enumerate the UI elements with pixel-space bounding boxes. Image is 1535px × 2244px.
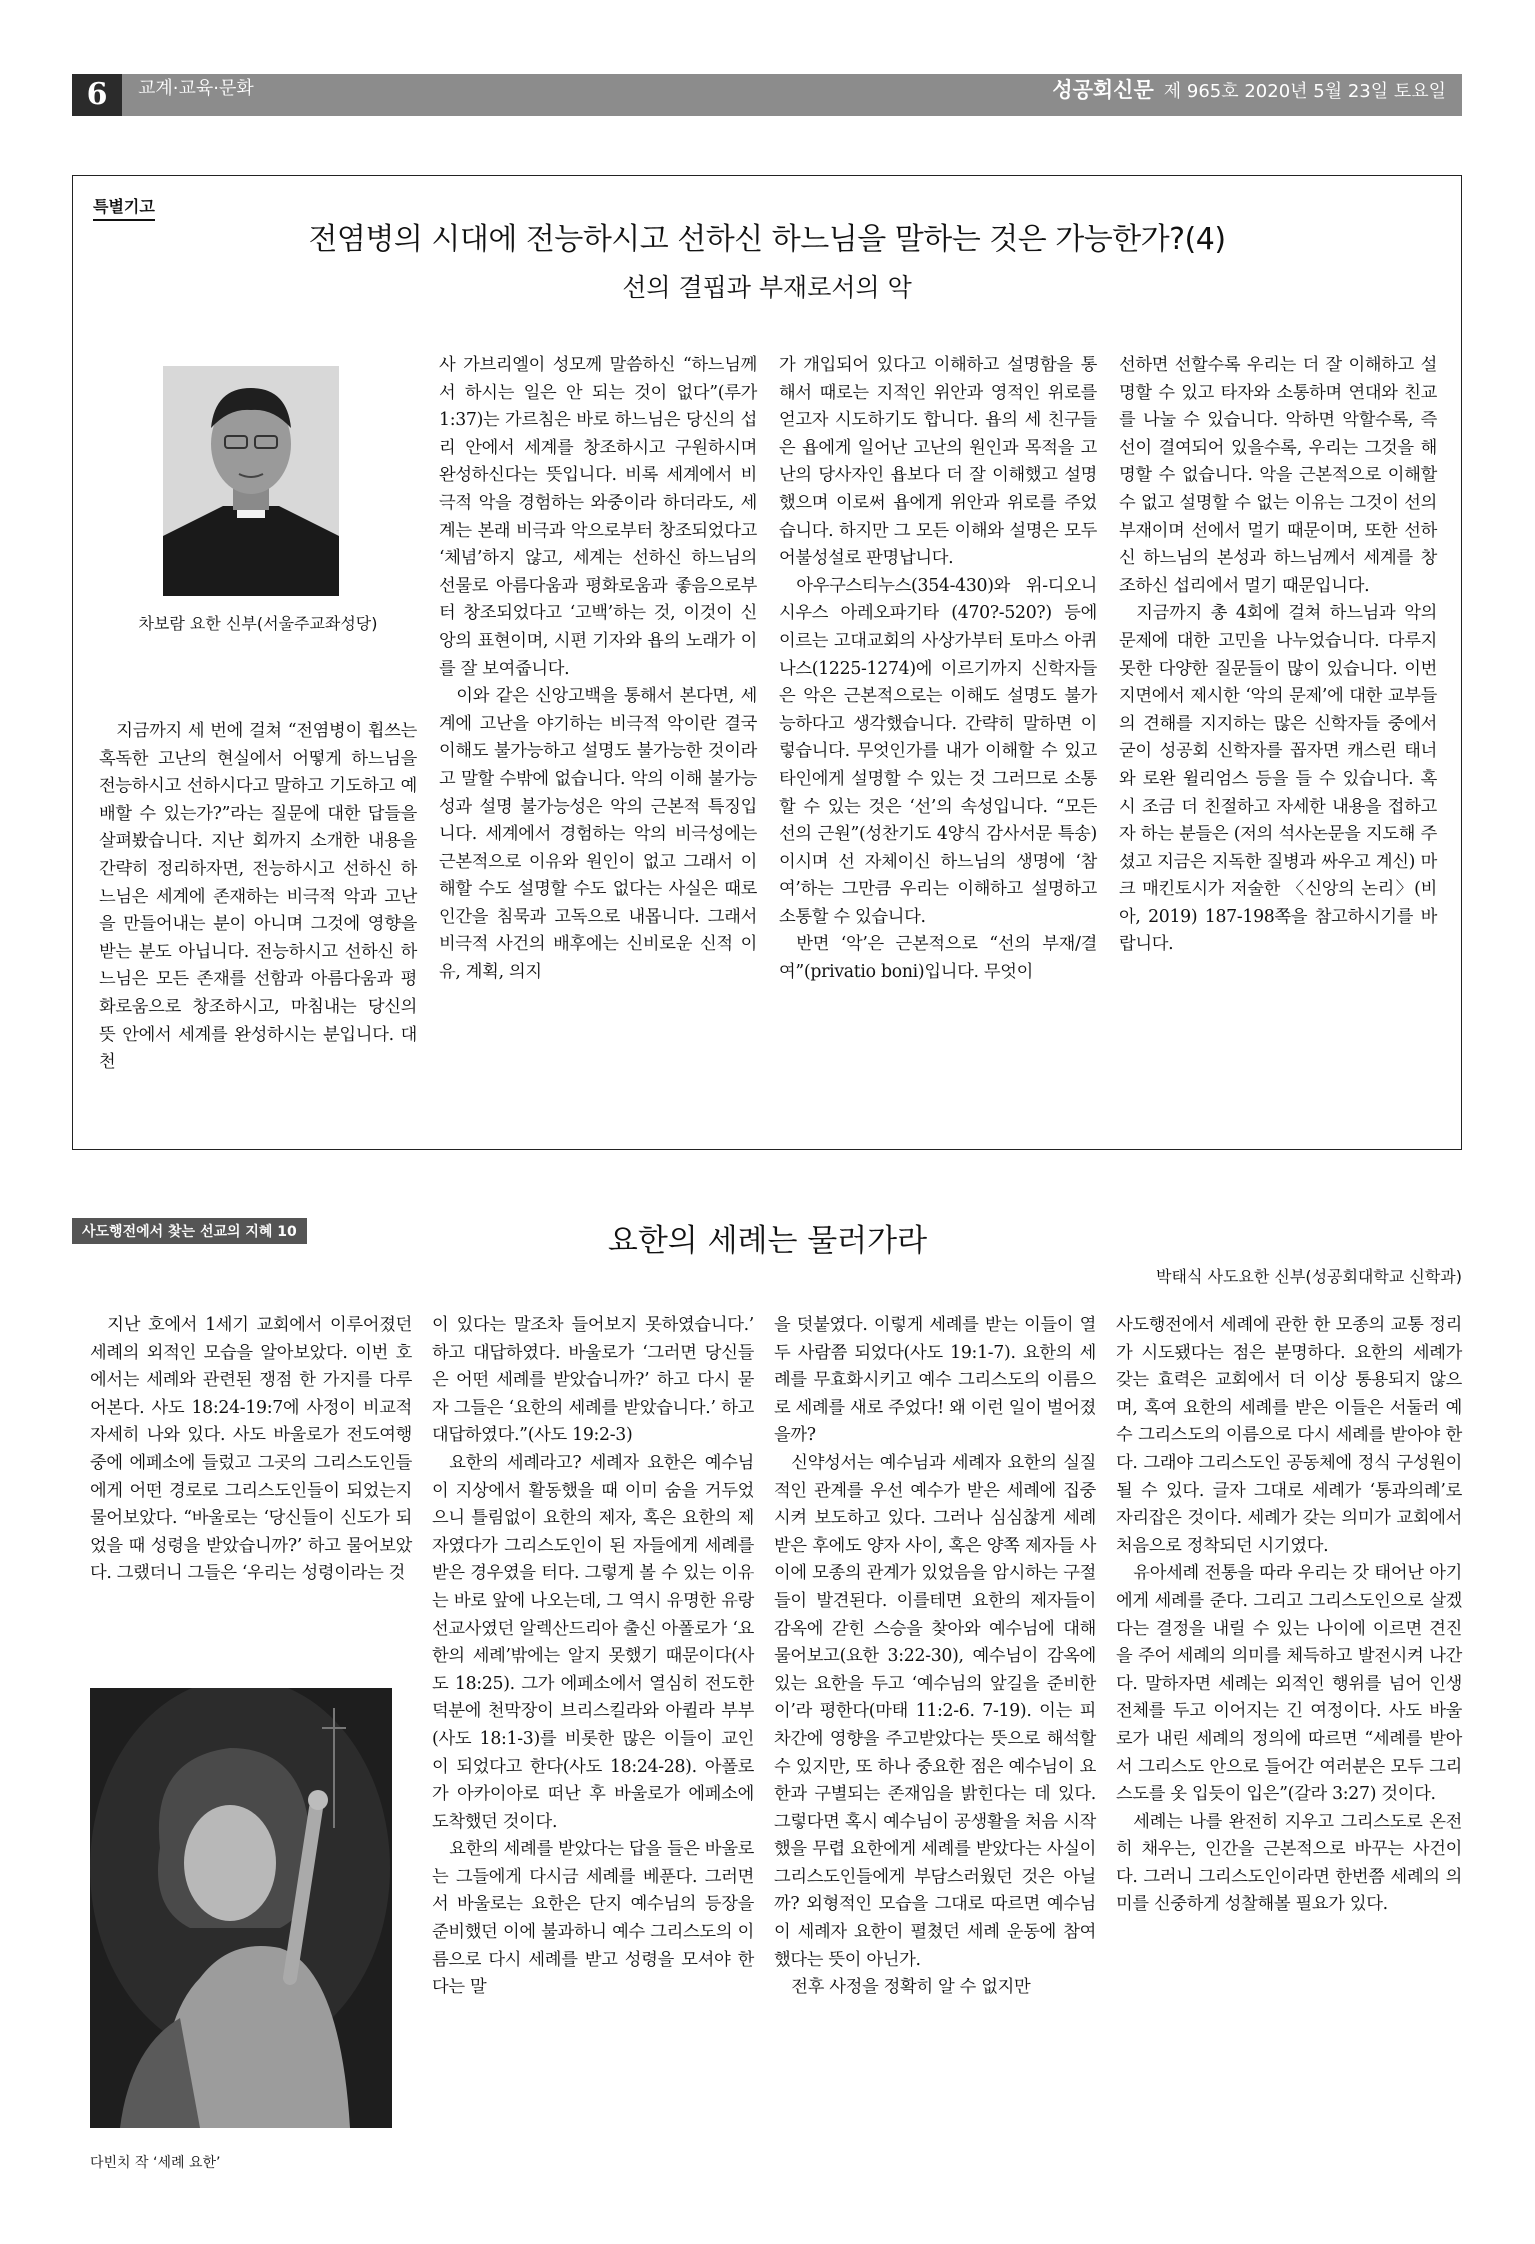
- paragraph: 반면 ‘악’은 근본적으로 “선의 부재/결여”(privatio boni)입니다. 무엇이: [779, 934, 1097, 983]
- column-4: [1119, 352, 1437, 959]
- paragraph: 을 덧붙였다. 이렇게 세례를 받는 이들이 열두 사람쯤 되었다(사도 19:1-7). 요한의 세례를 무효화시키고 예수 그리스도의 이름으로 세례를 새로 주었다! 왜 이런 일이 벌어졌을까?: [774, 1315, 1096, 1446]
- author-photo: [163, 366, 339, 596]
- paragraph: 지금까지 세 번에 걸쳐 “전염병이 휩쓰는 혹독한 고난의 현실에서 어떻게 하느님을 전능하시고 선하시다고 말하고 기도하고 예배할 수 있는가?”라는 질문에 대한 답들을 살펴봤습니다. 지난 회까지 소개한 내용을 간략히 정리하자면, 전능하시고 선하신 하느님은 세계에 존재하는 비극적 악과 고난을 만들어내는 분이 아니며 그것에 영향을 받는 분도 아닙니다. 전능하시고 선하신 하느님은 모든 존재를 선함과 아름다움과 평화로움으로 창조하시고, 마침내는 당신의 뜻 안에서 세계를 완성하시는 분입니다. 대천: [99, 721, 417, 1073]
- paragraph: 유아세례 전통을 따라 우리는 갓 태어난 아기에게 세례를 준다. 그리고 그리스도인으로 살겠다는 결정을 내릴 수 있는 나이에 이르면 견진을 주어 세례의 의미를 체득하고 발전시켜 나간다. 말하자면 세례는 외적인 행위를 넘어 인생 전체를 두고 이어지는 긴 여정이다. 사도 바울로가 내린 세례의 정의에 따르면 “세례를 받아서 그리스도 안으로 들어간 여러분은 모두 그리스도를 옷 입듯이 입은”(갈라 3:27) 것이다.: [1116, 1563, 1462, 1805]
- masthead: [1052, 74, 1446, 104]
- paragraph: 이와 같은 신앙고백을 통해서 본다면, 세계에 고난을 야기하는 비극적 악이란 결국 이해도 불가능하고 설명도 불가능한 것이라고 말할 수밖에 없습니다. 악의 이해 불가능성과 설명 불가능성은 악의 근본적 특징입니다. 세계에서 경험하는 악의 비극성에는 근본적으로 이유와 원인이 없고 그래서 이해할 수도 설명할 수도 없다는 사실은 때로 인간을 침묵과 고독으로 내몹니다. 그래서 비극적 사건의 배후에는 신비로운 신적 이유, 계획, 의지: [439, 686, 757, 983]
- paragraph: 이 있다는 말조차 들어보지 못하였습니다.’ 하고 대답하였다. 바울로가 ‘그러면 당신들은 어떤 세례를 받았습니까?’ 하고 다시 묻자 그들은 ‘요한의 세례를 받았습니다.’ 하고 대답하였다.”(사도 19:2-3): [432, 1315, 754, 1446]
- painting-image: [90, 1688, 392, 2128]
- page-header: [72, 74, 1462, 116]
- article-subtitle: 선의 결핍과 부재로서의 악: [622, 273, 912, 302]
- paragraph: 아우구스티누스(354-430)와 위-디오니시우스 아레오파기타 (470?-520?) 등에 이르는 고대교회의 사상가부터 토마스 아퀴나스(1225-1274)에 이르기까지 신학자들은 악은 근본적으로는 이해도 설명도 불가능하다고 생각했습니다. 간략히 말하면 이렇습니다. 무엇인가를 내가 이해할 수 있고 타인에게 설명할 수 있는 것 그러므로 소통할 수 있는 것은 ‘선’의 속성입니다. “모든 선의 근원”(성찬기도 4양식 감사서문 특송)이시며 선 자체이신 하느님의 생명에 ‘참여’하는 그만큼 우리는 이해하고 설명하고 소통할 수 있습니다.: [779, 575, 1097, 927]
- series-tag: 사도행전에서 찾는 선교의 지혜 10: [72, 1218, 307, 1244]
- article-title: 요한의 세례는 물러가라: [607, 1223, 928, 1259]
- painting-art: [90, 1688, 392, 2128]
- paragraph: 지금까지 총 4회에 걸쳐 하느님과 악의 문제에 대한 고민을 나누었습니다. 다루지 못한 다양한 질문들이 많이 있습니다. 이번 지면에서 제시한 ‘악의 문제’에 대한 교부들의 견해를 지지하는 많은 신학자들 중에서 굳이 성공회 신학자를 꼽자면 캐스린 태너와 로완 윌리엄스 등을 들 수 있습니다. 혹시 조금 더 친절하고 자세한 내용을 접하고자 하는 분들은 (저의 석사논문을 지도해 주셨고 지금은 지독한 질병과 싸우고 계신) 마크 매킨토시가 저술한 〈신앙의 논리〉(비아, 2019) 187-198쪽을 참고하시기를 바랍니다.: [1119, 603, 1437, 955]
- paragraph: 요한의 세례라고? 세례자 요한은 예수님이 지상에서 활동했을 때 이미 숨을 거두었으니 틀림없이 요한의 제자, 혹은 요한의 제자였다가 그리스도인이 된 자들에게 세례를 받은 경우였을 터다. 그렇게 볼 수 있는 이유는 바로 앞에 나오는데, 그 역시 유명한 유랑 선교사였던 알렉산드리아 출신 아폴로가 ‘요한의 세례’밖에는 알지 못했기 때문이다(사도 18:25). 그가 에페소에서 열심히 전도한 덕분에 천막장이 브리스킬라와 아퀼라 부부(사도 18:1-3)를 비롯한 많은 이들이 교인이 되었다고 한다(사도 18:24-28). 아폴로가 아카이아로 떠난 후 바울로가 에페소에 도착했던 것이다.: [432, 1452, 754, 1832]
- paragraph: 지난 호에서 1세기 교회에서 이루어졌던 세례의 외적인 모습을 알아보았다. 이번 호에서는 세례와 관련된 쟁점 한 가지를 다루어본다. 사도 18:24-19:7에 사정이 비교적 자세히 나와 있다. 사도 바울로가 전도여행 중에 에페소에 들렀고 그곳의 그리스도인들에게 어떤 경로로 그리스도인들이 되었는지 물어보았다. “바울로는 ‘당신들이 신도가 되었을 때 성령을 받았습니까?’ 하고 물어보았다. 그랬더니 그들은 ‘우리는 성령이라는 것: [90, 1315, 412, 1584]
- portrait-image: [163, 366, 339, 596]
- column-3: [779, 352, 1097, 987]
- page-number: 6: [72, 74, 122, 116]
- column-2: [432, 1312, 754, 2002]
- column-4: [1116, 1312, 1462, 1919]
- paragraph: 요한의 세례를 받았다는 답을 들은 바울로는 그들에게 다시금 세례를 베푼다. 그러면서 바울로는 요한은 단지 예수님의 등장을 준비했던 이에 불과하니 예수 그리스도의 이름으로 다시 세례를 받고 성령을 모셔야 한다는 말: [432, 1839, 754, 1998]
- painting-caption: 다빈치 작 ‘세례 요한’: [90, 2155, 221, 2171]
- paragraph: 선하면 선할수록 우리는 더 잘 이해하고 설명할 수 있고 타자와 소통하며 연대와 친교를 나눌 수 있습니다. 악하면 악할수록, 즉 선이 결여되어 있을수록, 우리는 그것을 해명할 수 없습니다. 악을 근본적으로 이해할 수 없고 설명할 수 없는 이유는 그것이 선의 부재이며 선에서 멀기 때문이며, 또한 선하신 하느님의 본성과 하느님께서 세계를 창조하신 섭리에서 멀기 때문입니다.: [1119, 355, 1437, 596]
- paragraph: 세례는 나를 완전히 지우고 그리스도로 온전히 채우는, 인간을 근본적으로 바꾸는 사건이다. 그러니 그리스도인이라면 한번쯤 세례의 의미를 신중하게 성찰해볼 필요가 있다.: [1116, 1811, 1462, 1915]
- paragraph: 전후 사정을 정확히 알 수 없지만: [791, 1977, 1031, 1998]
- special-article-box: [72, 175, 1462, 1150]
- paragraph: 가 개입되어 있다고 이해하고 설명함을 통해서 때로는 지적인 위안과 영적인 위로를 얻고자 시도하기도 합니다. 욥의 세 친구들은 욥에게 일어난 고난의 원인과 목적을 고난의 당사자인 욥보다 더 잘 이해했고 설명했으며 이로써 욥에게 위안과 위로를 주었습니다. 하지만 그 모든 이해와 설명은 모두 어불성설로 판명납니다.: [779, 355, 1097, 569]
- author-caption: 차보람 요한 신부(서울주교좌성당): [138, 614, 378, 633]
- paragraph: 사도행전에서 세례에 관한 한 모종의 교통 정리가 시도됐다는 점은 분명하다. 요한의 세례가 갖는 효력은 교회에서 더 이상 통용되지 않으며, 혹여 요한의 세례를 받은 이들은 서둘러 예수 그리스도의 이름으로 다시 세례를 받아야 한다. 그래야 그리스도인 공동체에 정식 구성원이 될 수 있다. 글자 그대로 세례가 ‘통과의례’로 자리잡은 것이다. 세례가 갖는 의미가 교회에서 처음으로 정착되던 시기였다.: [1116, 1315, 1462, 1556]
- paragraph: 사 가브리엘이 성모께 말씀하신 “하느님께서 하시는 일은 안 되는 것이 없다”(루가 1:37)는 가르침은 바로 하느님은 당신의 섭리 안에서 세계를 창조하시고 구원하시며 완성하신다는 뜻입니다. 비록 세계에서 비극적 악을 경험하는 와중이라 하더라도, 세계는 본래 비극과 악으로부터 창조되었다고 ‘체념’하지 않고, 세계는 선하신 하느님의 선물로 아름다움과 평화로움과 좋음으로부터 창조되었다고 ‘고백’하는 것, 이것이 신앙의 표현이며, 시편 기자와 욥의 노래가 이를 잘 보여줍니다.: [439, 355, 757, 679]
- article-byline: 박태식 사도요한 신부(성공회대학교 신학과): [1156, 1267, 1462, 1286]
- paragraph: 신약성서는 예수님과 세례자 요한의 실질적인 관계를 우선 예수가 받은 세례에 집중시켜 보도하고 있다. 그러나 심심찮게 세례 받은 후에도 양자 사이, 혹은 양쪽 제자들 사이에 모종의 관계가 있었음을 암시하는 구절들이 발견된다. 이를테면 요한의 제자들이 감옥에 갇힌 스승을 찾아와 예수님에 대해 물어보고(요한 3:22-30), 예수님이 감옥에 있는 요한을 두고 ‘예수님의 앞길을 준비한 이’라 평한다(마태 11:2-6. 7-19). 이는 피차간에 영향을 주고받았다는 뜻으로 해석할 수 있지만, 또 하나 중요한 점은 예수님이 요한과 구별되는 존재임을 밝힌다는 데 있다. 그렇다면 혹시 예수님이 공생활을 처음 시작했을 무렵 요한에게 세례를 받았다는 사실이 그리스도인들에게 부담스러웠던 것은 아닐까? 외형적인 모습을 그대로 따르면 예수님이 세례자 요한이 펼쳤던 세례 운동에 참여했다는 뜻이 아닌가.: [774, 1452, 1096, 1970]
- section-name: 교계·교육·문화: [138, 78, 254, 99]
- issue-info: 제 965호 2020년 5월 23일 토요일: [1163, 81, 1446, 102]
- paper-name: 성공회신문: [1052, 78, 1154, 102]
- column-1: [90, 1312, 412, 1588]
- column-1: [99, 718, 417, 1077]
- column-2: [439, 352, 757, 987]
- article-title: 전염병의 시대에 전능하시고 선하신 하느님을 말하는 것은 가능한가?(4): [308, 222, 1226, 257]
- article-tag: 특별기고: [93, 194, 155, 221]
- column-3: [774, 1312, 1096, 2002]
